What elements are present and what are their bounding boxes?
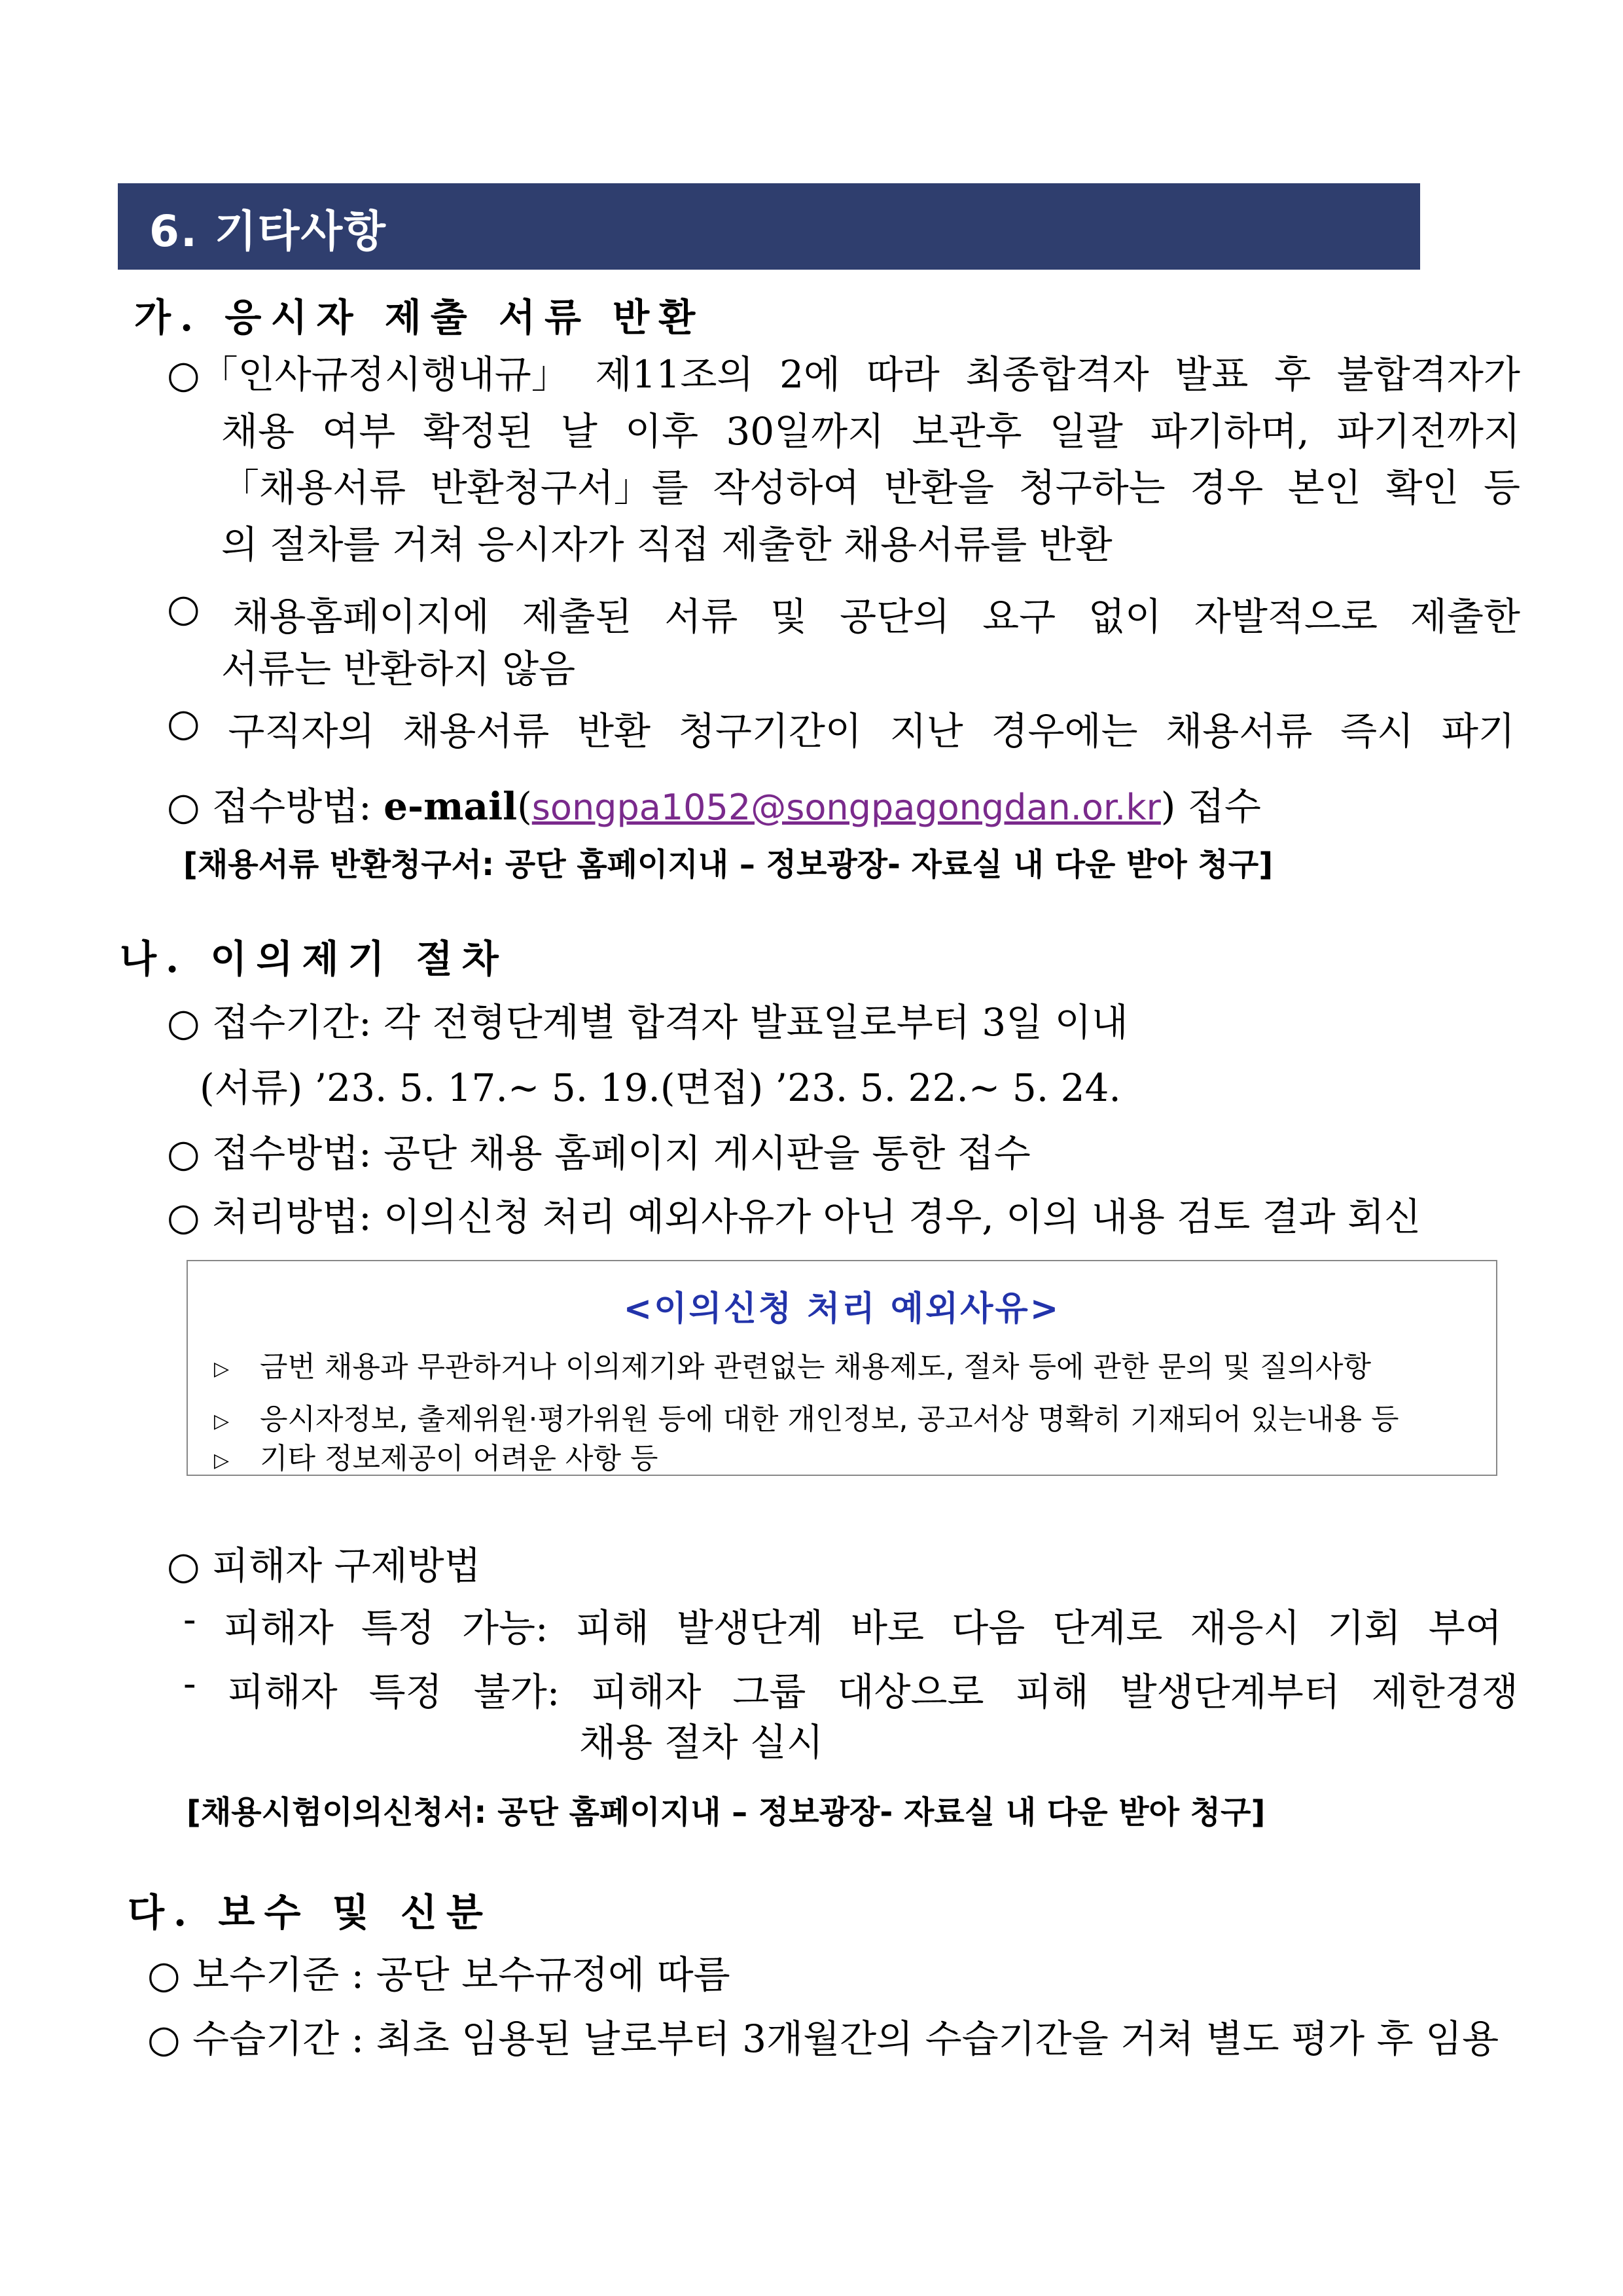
word: 확인 (1385, 465, 1459, 510)
word: 제출한 (1410, 594, 1520, 639)
na-dash-2-cont: 채용 절차 실시 (579, 1720, 824, 1765)
ga-bullet-4-suffix: ) 접수 (1160, 784, 1261, 829)
triangle-bullet-icon: ▷ (214, 1409, 230, 1433)
email-label: e-mail (383, 784, 518, 829)
section-banner (118, 183, 1420, 270)
word: 발표 (1175, 352, 1249, 397)
word: 피해자 (227, 1670, 338, 1714)
word: ○ (167, 586, 200, 630)
word: 다음 (952, 1605, 1026, 1650)
word: 자발적으로 (1194, 594, 1378, 639)
na-bullet-4: ○ 피해자 구제방법 (167, 1543, 481, 1588)
na-bullet-2: ○ 접수방법: 공단 채용 홈페이지 게시판을 통한 접수 (167, 1131, 1031, 1175)
word: 지난 (889, 709, 963, 753)
word: 재응시 (1190, 1605, 1300, 1650)
paragraph-line (221, 638, 575, 693)
exception-item-text: 기타 정보제공이 어려운 사항 등 (260, 1442, 658, 1475)
word: 부여 (1428, 1605, 1502, 1650)
word: 반환 (577, 709, 651, 753)
heading-na: 나. 이의제기 절차 (120, 937, 508, 981)
word: 파기전까지 (1336, 409, 1520, 454)
email-link[interactable]: songpa1052@songpagongdan.or.kr (531, 787, 1161, 828)
word: 작성하여 (713, 465, 860, 510)
word: 채용홈페이지에 (232, 594, 490, 639)
word: 파기하며, (1150, 409, 1310, 454)
word: 후 (1274, 352, 1311, 397)
da-bullet-2: ○ 수습기간 : 최초 임용된 날로부터 3개월간의 수습기간을 거쳐 별도 평가 후 임용 (147, 2017, 1499, 2061)
word: 반환청구서」를 (430, 465, 688, 510)
paragraph-line (167, 344, 1520, 399)
na-note: [채용시험이의신청서: 공단 홈페이지내 – 정보광장- 자료실 내 다운 받아 청구] (187, 1794, 1266, 1831)
na-dash-2 (183, 1661, 1518, 1716)
word: 파기 (1441, 709, 1515, 753)
na-bullet-1-dates: (서류) ’23. 5. 17.~ 5. 19.(면접) ’23. 5. 22.~ 5. 24. (200, 1066, 1121, 1110)
word: 일괄 (1049, 409, 1123, 454)
word: 대상으로 (837, 1670, 984, 1714)
word: ○「인사규정시행내규」 (167, 352, 569, 397)
word: 채용서류 (402, 709, 550, 753)
word: 청구기간이 (678, 709, 862, 753)
ga-note: [채용서류 반환청구서: 공단 홈페이지내 – 정보광장- 자료실 내 다운 받아 청구] (183, 846, 1274, 883)
word: 채용서류 (1166, 709, 1313, 753)
word: 여부 (322, 409, 396, 454)
word: 제한경쟁 (1371, 1670, 1518, 1714)
word: 즉시 (1340, 709, 1414, 753)
email-open-paren: ( (517, 784, 532, 829)
word: 및 (770, 594, 808, 639)
word: ○ (167, 700, 200, 745)
paragraph-line (221, 401, 1520, 456)
word: 발생단계부터 (1120, 1670, 1340, 1714)
word: 기회 (1327, 1605, 1401, 1650)
na-bullet-1: ○ 접수기간: 각 전형단계별 합격자 발표일로부터 3일 이내 (167, 1000, 1128, 1045)
word: 「채용서류 (221, 465, 406, 510)
na-dash-1 (183, 1597, 1502, 1652)
word: 2에 (779, 352, 841, 397)
word: - (183, 1661, 196, 1706)
word: 날 (560, 409, 597, 454)
ga-bullet-4-prefix: ○ 접수방법: (167, 784, 384, 829)
heading-ga: 가. 응시자 제출 서류 반환 (134, 295, 705, 340)
word: 채용 (221, 409, 295, 454)
word: 청구하는 (1018, 465, 1166, 510)
triangle-bullet-icon: ▷ (214, 1357, 230, 1380)
na-bullet-3: ○ 처리방법: 이의신청 처리 예외사유가 아닌 경우, 이의 내용 검토 결과 회신 (167, 1194, 1421, 1239)
exception-box-title: <이의신청 처리 예외사유> (623, 1289, 1061, 1329)
word: 서류 (664, 594, 738, 639)
ga-bullet-4 (167, 776, 1261, 831)
word: 불가: (473, 1670, 560, 1714)
word: 이후 (625, 409, 699, 454)
word: 반환을 (883, 465, 995, 510)
word: 가능: (462, 1605, 548, 1650)
paragraph-line (167, 586, 1520, 641)
word: 피해 (575, 1605, 649, 1650)
word: 피해자 (591, 1670, 702, 1714)
word: 보관후 (912, 409, 1022, 454)
word: 발생단계 (676, 1605, 823, 1650)
exception-item-text: 금번 채용과 무관하거나 이의제기와 관련없는 채용제도, 절차 등에 관한 문의 및 질의사항 (260, 1350, 1371, 1384)
word: 피해 (1015, 1670, 1089, 1714)
word: 의 절차를 거쳐 응시자가 직접 제출한 채용서류를 반환 (221, 522, 1113, 567)
heading-da: 다. 보수 및 신분 (128, 1890, 492, 1935)
word: 경우 (1190, 465, 1264, 510)
word: 서류는 반환하지 않음 (221, 647, 576, 691)
word: 특정 (361, 1605, 435, 1650)
paragraph-line (221, 457, 1520, 512)
word: 없이 (1088, 594, 1162, 639)
word: 피해자 (223, 1605, 334, 1650)
word: 요구 (982, 594, 1056, 639)
word: 불합격자가 (1336, 352, 1520, 397)
da-bullet-1: ○ 보수기준 : 공단 보수규정에 따름 (147, 1952, 730, 1997)
exception-item (214, 1395, 1399, 1437)
exception-item (214, 1435, 658, 1477)
word: 경우에는 (991, 709, 1138, 753)
word: - (183, 1597, 196, 1641)
word: 구직자의 (228, 709, 375, 753)
word: 제11조의 (595, 352, 754, 397)
word: 등 (1483, 465, 1520, 510)
word: 확정된 (423, 409, 533, 454)
word: 제출된 (522, 594, 632, 639)
word: 바로 (851, 1605, 925, 1650)
word: 특정 (368, 1670, 442, 1714)
word: 공단의 (840, 594, 950, 639)
word: 최종합격자 (965, 352, 1149, 397)
word: 따라 (866, 352, 940, 397)
triangle-bullet-icon: ▷ (214, 1448, 230, 1472)
word: 그룹 (732, 1670, 806, 1714)
exception-item (214, 1343, 1371, 1385)
exception-item-text: 응시자정보, 출제위원·평가위원 등에 대한 개인정보, 공고서상 명확히 기재되어 있는내용 등 (260, 1403, 1399, 1436)
word: 단계로 (1052, 1605, 1163, 1650)
section-title: 6. 기타사항 (149, 206, 387, 257)
ga-bullet-3 (167, 700, 1515, 755)
paragraph-line (221, 514, 1113, 569)
exception-box (187, 1260, 1497, 1476)
word: 30일까지 (726, 409, 885, 454)
word: 본인 (1287, 465, 1361, 510)
